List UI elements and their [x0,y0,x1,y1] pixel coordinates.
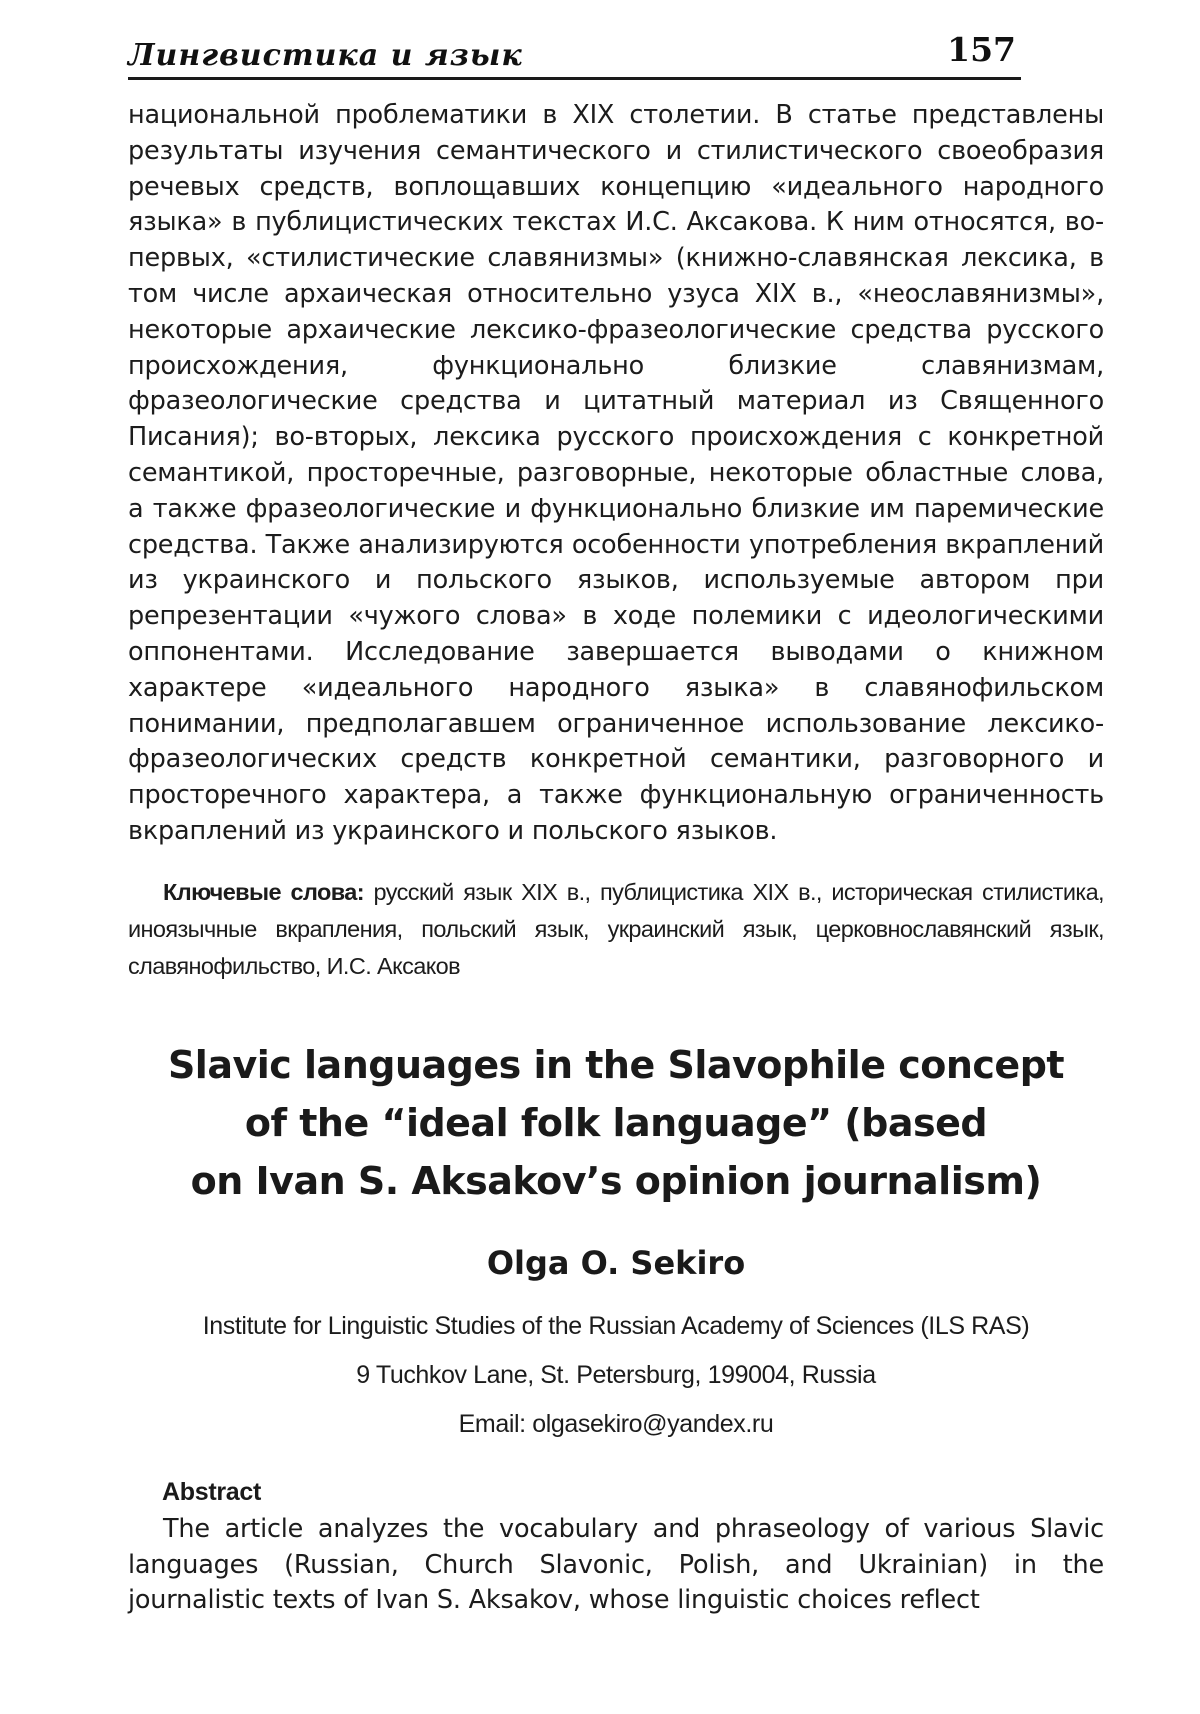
page-number: 157 [947,30,1016,69]
header-rule [128,77,1021,80]
running-header [128,30,1024,84]
article-title-line: Slavic languages in the Slavophile concept [167,1043,1065,1087]
article-title-line: of the “ideal folk language” (based [244,1101,988,1145]
keywords-paragraph [128,874,1104,985]
author-address: 9 Tuchkov Lane, St. Petersburg, 199004, Russia [356,1361,876,1389]
russian-abstract-text: национальной проблематики в XIX столетии. В статье представлены результаты изучения семантического и стилистического своеобразия речевых средств, воплощавших концепцию «идеального народного языка» в публицистических текстах И.С. Аксакова. К ним относятся, во-первых, «стилистические славянизмы» (книжно-славянская лексика, в том числе архаическая относительно узуса XIX в., «неославянизмы», некоторые архаические лексико-фразеологические средства русского происхождения, функционально близкие славянизмам, фразеологические средства и цитатный материал из Священного Писания); во-вторых, лексика русского происхождения с конкретной семантикой, просторечные, разговорные, некоторые областные слова, а также фразеологические и функционально близкие им паремические средства. Также анализируются особенности употребления вкраплений из украинского и польского языков, используемые автором при репрезентации «чужого слова» в ходе полемики с идеологическими оппонентами. Исследование завершается выводами о книжном характере «идеального народного языка» в славянофильском понимании, предполагавшем ограниченное использование лексико-фразеологических средств конкретной семантики, разговорного и просторечного характера, а также функциональную ограниченность вкраплений из украинского и польского языков. [128,100,1104,846]
author-name: Olga O. Sekiro [486,1244,746,1282]
article-title-line: on Ivan S. Aksakov’s opinion journalism) [190,1159,1042,1203]
keywords-text: русский язык XIX в., публицистика XIX в., историческая стилистика, иноязычные вкрапления, польский язык, украинский язык, церковнославянский язык, славянофильство, И.С. Аксаков [128,879,1104,979]
author-email: Email: olgasekiro@yandex.ru [458,1410,774,1438]
english-abstract-text: The article analyzes the vocabulary and phraseology of various Slavic languages (Russian, Church Slavonic, Polish, and Ukrainian) in the journalistic texts of Ivan S. Aksakov, whose linguistic choices reflect [128,1514,1104,1615]
keywords-label: Ключевые слова: [163,879,364,905]
author-institute: Institute for Linguistic Studies of the Russian Academy of Sciences (ILS RAS) [202,1312,1030,1340]
abstract-heading: Abstract [162,1478,262,1506]
article-title [128,1036,1104,1210]
section-title: Лингвистика и язык [128,38,523,73]
